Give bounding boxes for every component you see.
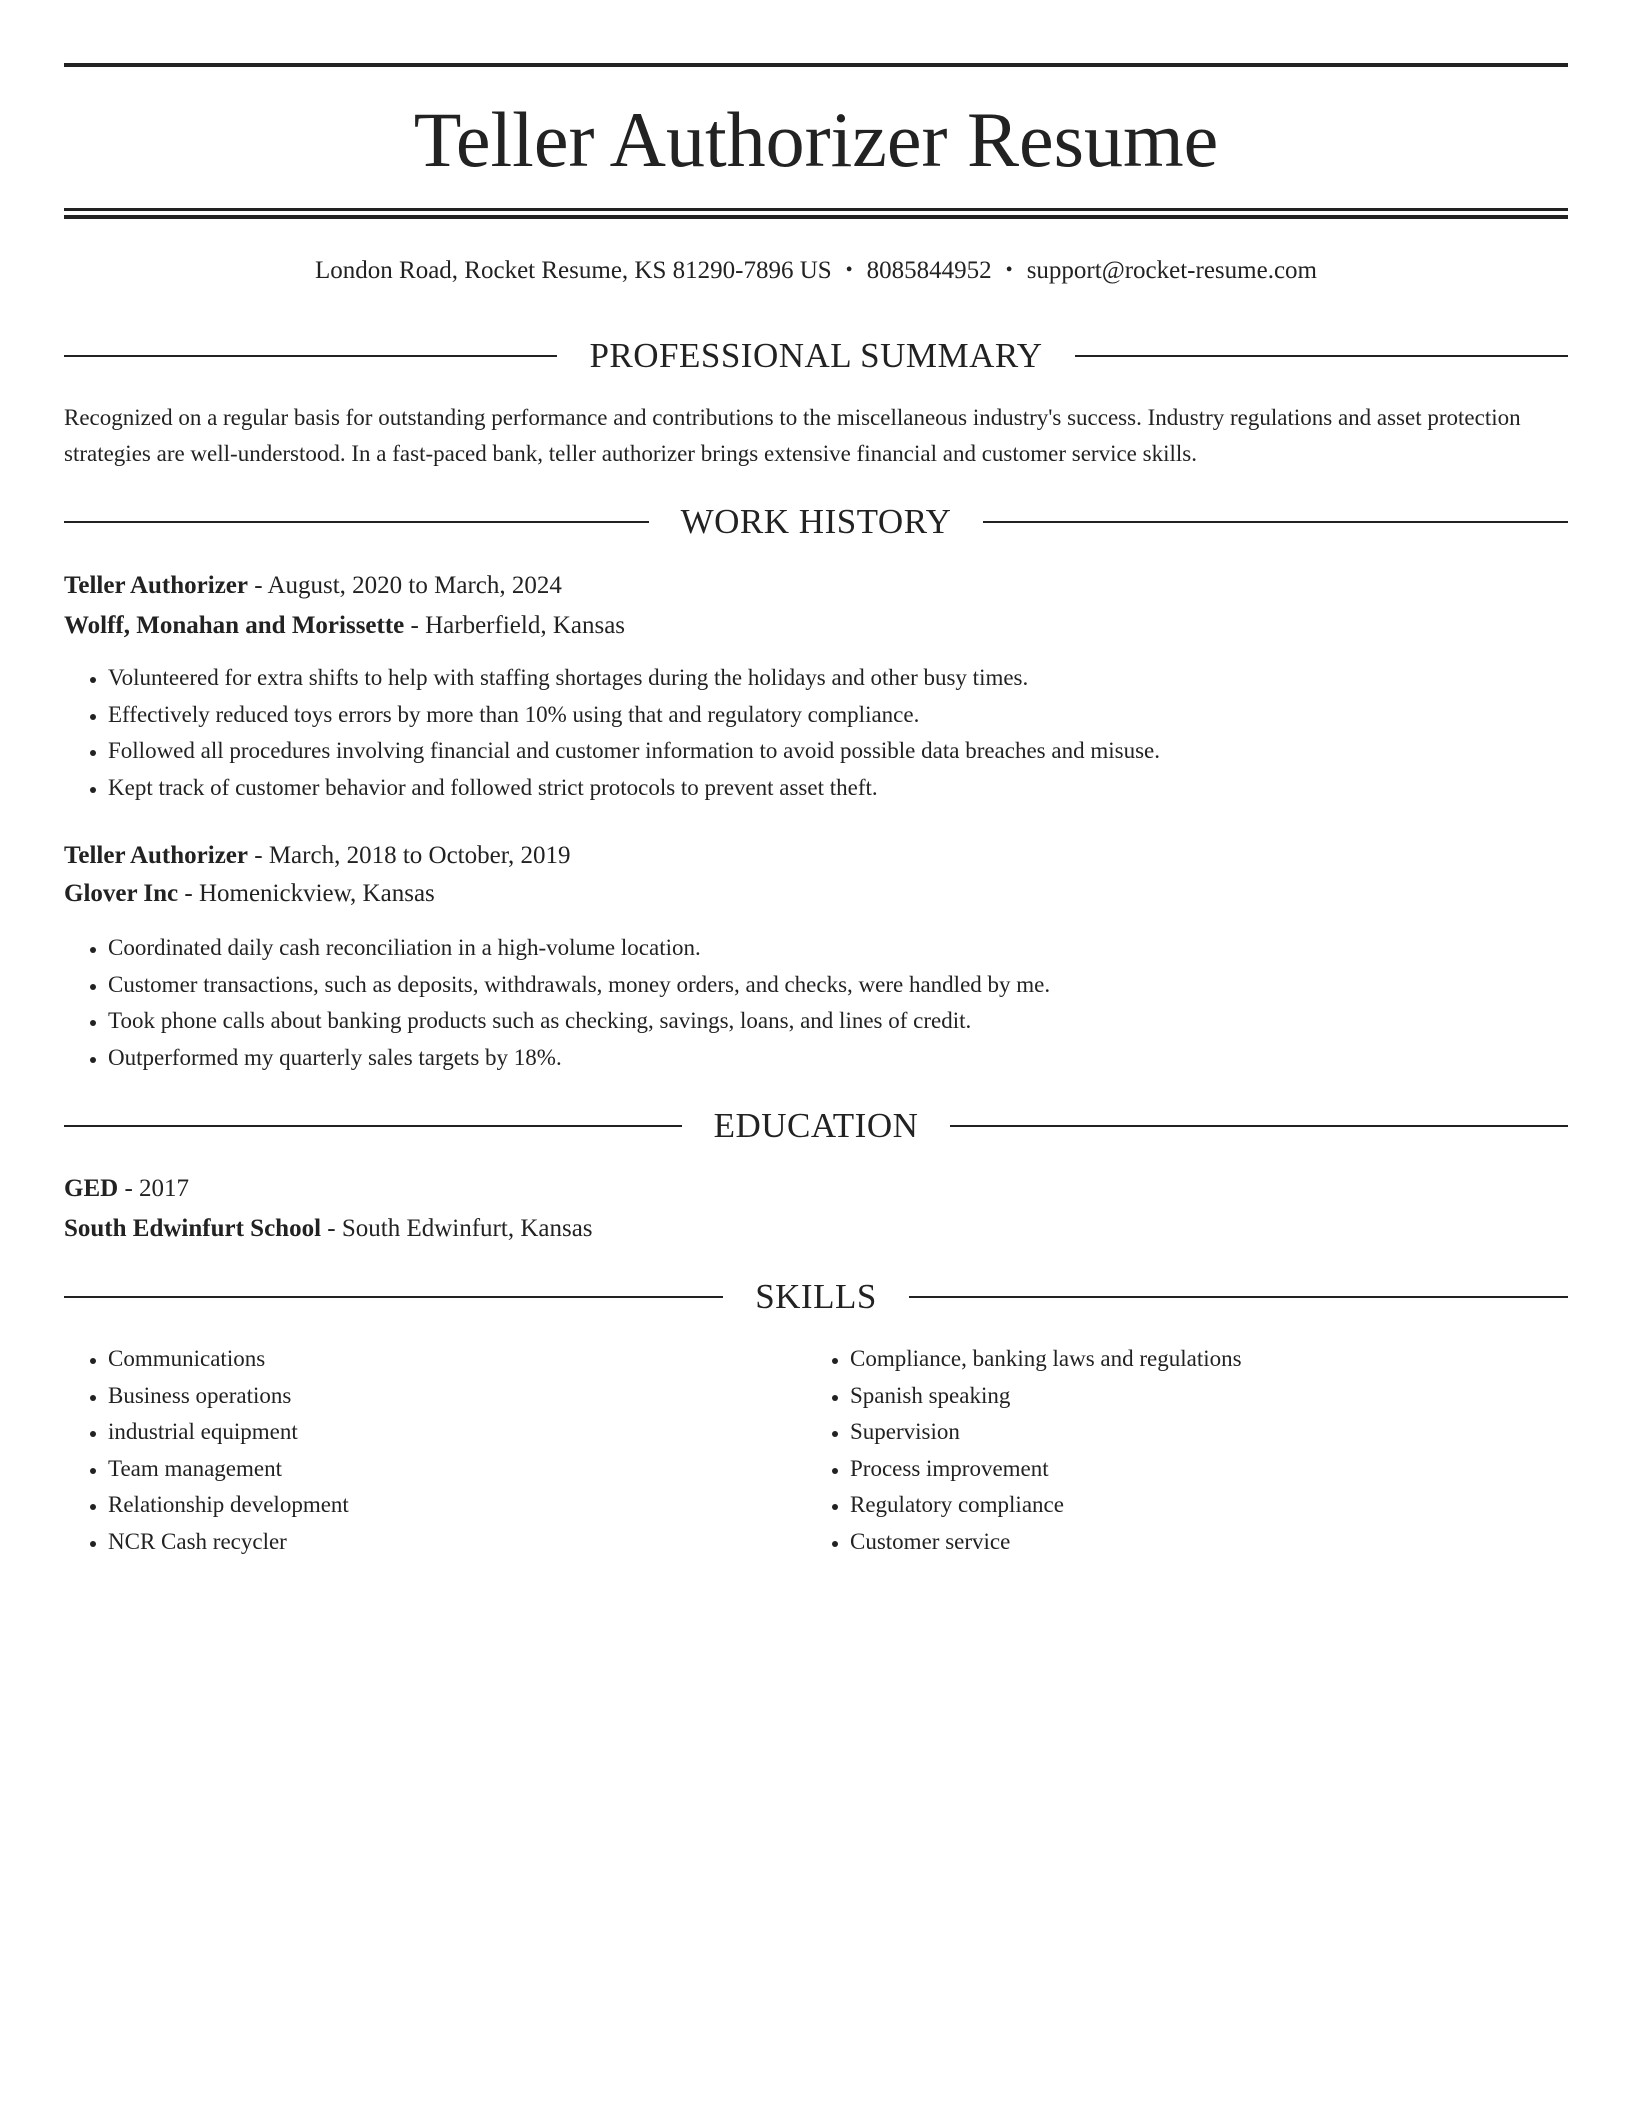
contact-phone: 8085844952 (866, 257, 992, 284)
skill-item: • Compliance, banking laws and regulations (850, 1341, 1550, 1378)
list-item: • Effectively reduced toys errors by more than 10% using that and regulatory compliance. (108, 697, 1568, 734)
skill-item: • Communications (108, 1341, 808, 1378)
education-year: - 2017 (118, 1175, 190, 1202)
job-title-line (64, 568, 1568, 604)
job-company-line (64, 608, 1568, 644)
list-item: • Outperformed my quarterly sales targets by 18%. (108, 1040, 1568, 1077)
skill-item: • Process improvement (850, 1451, 1550, 1488)
heading-rule (64, 1125, 682, 1127)
skill-item: • Supervision (850, 1414, 1550, 1451)
contact-address: London Road, Rocket Resume, KS 81290-7896 US (315, 257, 832, 284)
education-school: South Edwinfurt School (64, 1215, 322, 1242)
job-company-line (64, 876, 1568, 912)
job-title-line (64, 838, 1568, 874)
education-degree-line (64, 1171, 1568, 1207)
job-title: Teller Authorizer (64, 572, 248, 599)
job-location: - Harberfield, Kansas (404, 612, 626, 639)
heading-rule (64, 355, 557, 357)
education-location: - South Edwinfurt, Kansas (321, 1215, 593, 1242)
list-item: • Kept track of customer behavior and followed strict protocols to prevent asset theft. (108, 770, 1568, 807)
job-company: Glover Inc (64, 880, 179, 907)
contact-separator: • (845, 259, 853, 281)
skill-item: • Team management (108, 1451, 808, 1488)
contact-email: support@rocket-resume.com (1026, 257, 1317, 284)
title-double-rule (64, 208, 1568, 219)
section-heading-summary (64, 334, 1568, 378)
section-title: SKILLS (755, 1277, 877, 1316)
heading-rule (950, 1125, 1568, 1127)
list-item: • Took phone calls about banking products such as checking, savings, loans, and lines of credit. (108, 1003, 1568, 1040)
job-dates: - August, 2020 to March, 2024 (248, 572, 562, 599)
education-school-line (64, 1211, 1568, 1247)
section-title: PROFESSIONAL SUMMARY (589, 336, 1043, 375)
contact-separator: • (1005, 259, 1013, 281)
skill-item: • NCR Cash recycler (108, 1524, 808, 1561)
job-title: Teller Authorizer (64, 842, 248, 869)
skill-item: • Relationship development (108, 1487, 808, 1524)
skills-list-right (806, 1341, 1550, 1560)
contact-line (64, 254, 1568, 289)
page-title: Teller Authorizer Resume (413, 96, 1219, 183)
job-bullets (64, 660, 1568, 806)
heading-rule (1075, 355, 1568, 357)
section-heading-work-history (64, 500, 1568, 544)
top-rule (64, 63, 1568, 67)
heading-rule (64, 1296, 723, 1298)
skill-item: • Customer service (850, 1524, 1550, 1561)
heading-rule (983, 521, 1568, 523)
skill-item: • Business operations (108, 1378, 808, 1415)
summary-text: Recognized on a regular basis for outstanding performance and contributions to the miscellaneous industry's success. Industry regulations and asset protection strategies are well-understood. In a fast-paced bank, teller authorizer brings extensive financial and customer service skills. (64, 405, 1521, 466)
education-degree: GED (64, 1175, 119, 1202)
list-item: • Customer transactions, such as deposits, withdrawals, money orders, and checks, were handled by me. (108, 967, 1568, 1004)
section-title: EDUCATION (713, 1106, 919, 1145)
skill-item: • industrial equipment (108, 1414, 808, 1451)
section-title: WORK HISTORY (680, 502, 952, 541)
job-company: Wolff, Monahan and Morissette (64, 612, 405, 639)
list-item: • Coordinated daily cash reconciliation in a high-volume location. (108, 930, 1568, 967)
job-dates: - March, 2018 to October, 2019 (248, 842, 571, 869)
section-heading-skills (64, 1275, 1568, 1319)
job-location: - Homenickview, Kansas (178, 880, 435, 907)
list-item: • Followed all procedures involving financial and customer information to avoid possible data breaches and misuse. (108, 733, 1568, 770)
skills-list-left (64, 1341, 808, 1560)
skill-item: • Spanish speaking (850, 1378, 1550, 1415)
heading-rule (64, 521, 649, 523)
heading-rule (909, 1296, 1568, 1298)
skill-item: • Regulatory compliance (850, 1487, 1550, 1524)
list-item: • Volunteered for extra shifts to help with staffing shortages during the holidays and other busy times. (108, 660, 1568, 697)
section-heading-education (64, 1104, 1568, 1148)
job-bullets (64, 930, 1568, 1076)
